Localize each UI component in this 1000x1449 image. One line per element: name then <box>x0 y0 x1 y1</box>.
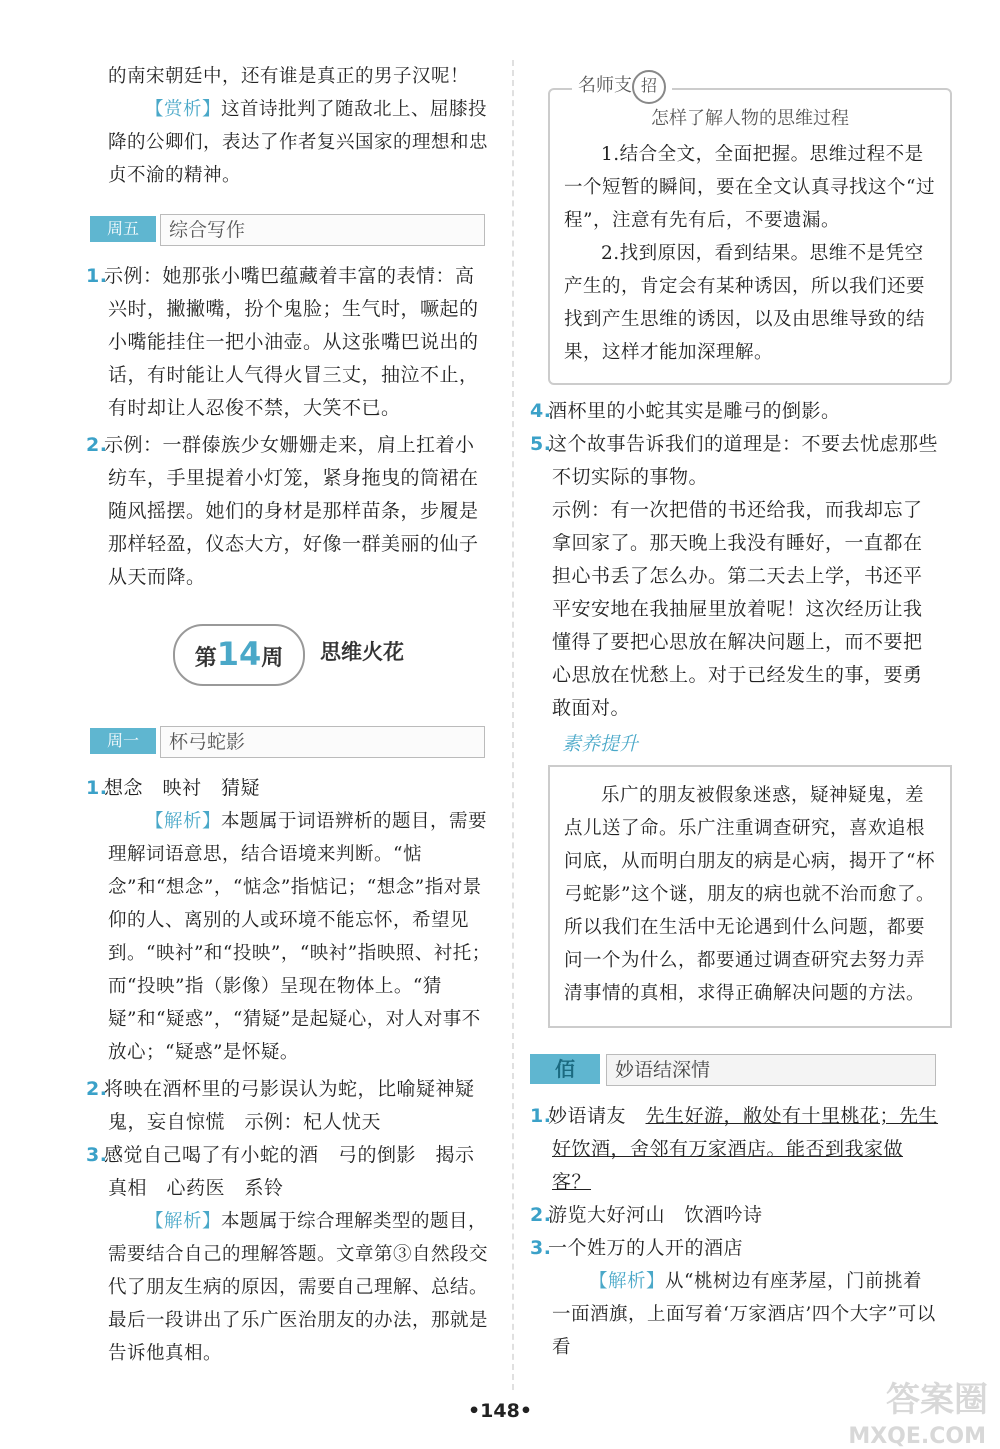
section-title: 杯弓蛇影 <box>160 726 485 758</box>
writing-answer-2 <box>86 429 493 594</box>
item-text: 将映在酒杯里的弓影误认为蛇，比喻疑神疑鬼，妄自惊慌 示例：杞人忧天 <box>104 1078 475 1133</box>
item-text: 示例：她那张小嘴巴蕴藏着丰富的表情：高兴时，撇撇嘴，扮个鬼脸；生气时，噘起的小嘴能挂住一把小油壶。从这张嘴巴说出的话，有时能让人气得火冒三丈，抽泣不止，有时却让人忍俊不禁，大笑不已。 <box>104 265 479 419</box>
item-number: 4. <box>530 400 552 422</box>
item-text: 一个姓万的人开的酒店 <box>548 1237 744 1259</box>
section-header-zhouyi <box>90 726 493 758</box>
teacher-tip-header <box>572 70 672 104</box>
tip-paragraph-1: 1.结合全文，全面把握。思维过程不是一个短暂的瞬间，要在全文认真寻找这个“过程”，注意有先有后，不要遗漏。 <box>564 144 935 231</box>
week-title: 思维火花 <box>320 640 404 664</box>
section-title: 妙语结深情 <box>606 1054 936 1086</box>
section-label: 周一 <box>90 728 156 754</box>
item-number: 3. <box>86 1144 108 1166</box>
appreciation-text: 这首诗批判了随敌北上、屈膝投降的公卿们，表达了作者复兴国家的理想和忠贞不渝的精神。 <box>108 99 489 186</box>
section-label: 周五 <box>90 216 156 242</box>
analysis-tag: 【解析】 <box>589 1271 666 1292</box>
tip-head-text: 名师支 <box>578 75 632 96</box>
question-5 <box>530 428 940 494</box>
analysis-tag: 【解析】 <box>145 1211 222 1232</box>
watermark-url: MXQE.COM <box>848 1424 986 1449</box>
question-3-analysis <box>108 1205 493 1370</box>
miaoyu-answer-2 <box>530 1199 940 1232</box>
item-number: 1. <box>86 265 108 287</box>
miaoyu-answer-1 <box>530 1100 940 1199</box>
miaoyu-analysis <box>530 1265 940 1364</box>
miaoyu-answer-3 <box>530 1232 940 1265</box>
literacy-box <box>548 733 952 1028</box>
week-number: 14 <box>216 635 262 673</box>
item-underlined: 先生好游，敝处有十里桃花；先生好饮酒，舍邻有万家酒店。能否到我家做客？ <box>552 1105 939 1193</box>
analysis-tag: 【解析】 <box>145 811 222 832</box>
item-lead: 妙语请友 <box>548 1105 646 1127</box>
question-1 <box>86 772 493 805</box>
item-number: 2. <box>530 1204 552 1226</box>
page-number: •148• <box>468 1400 532 1422</box>
question-5-example: 示例：有一次把借的书还给我，而我却忘了拿回家了。那天晚上我没有睡好，一直都在担心书丢了怎么办。第二天去上学，书还平平安安地在我抽屉里放着呢！这次经历让我懂得了要把心思放在解决问题上，而不要把心思放在忧愁上。对于已经发生的事，要勇敢面对。 <box>552 499 923 719</box>
item-number: 2. <box>86 1078 108 1100</box>
tip-subtitle: 怎样了解人物的思维过程 <box>651 108 849 129</box>
item-text: 感觉自己喝了有小蛇的酒 弓的倒影 揭示真相 心药医 系铃 <box>104 1144 475 1199</box>
tip-head-circle: 招 <box>632 70 666 104</box>
appreciation <box>108 93 493 192</box>
week-suffix: 周 <box>261 646 284 671</box>
question-4 <box>530 395 940 428</box>
week-banner <box>108 624 493 684</box>
analysis-text: 从“桃树边有座茅屋，门前挑着一面酒旗，上面写着‘万家酒店’四个大字”可以看 <box>552 1271 936 1358</box>
section-label: 佰 <box>530 1054 600 1084</box>
item-text: 示例：一群傣族少女姗姗走来，肩上扛着小纺车，手里提着小灯笼，紧身拖曳的筒裙在随风摇摆。她们的身材是那样苗条，步履是那样轻盈，仪态大方，好像一群美丽的仙子从天而降。 <box>104 434 479 588</box>
section-header-miaoyu <box>530 1054 940 1088</box>
question-1-analysis <box>108 805 493 1069</box>
right-column <box>530 60 940 1364</box>
question-3 <box>86 1139 493 1205</box>
tip-paragraph-2: 2.找到原因，看到结果。思维不是凭空产生的，肯定会有某种诱因，所以我们还要找到产生思维的诱因，以及由思维导致的结果，这样才能加深理解。 <box>564 243 926 363</box>
item-number: 3. <box>530 1237 552 1259</box>
intro-line: 的南宋朝廷中，还有谁是真正的男子汉呢！ <box>108 66 470 87</box>
item-number: 2. <box>86 434 108 456</box>
column-divider <box>512 60 514 1390</box>
analysis-text: 本题属于综合理解类型的题目，需要结合自己的理解答题。文章第③自然段交代了朋友生病的原因，需要自己理解、总结。最后一段讲出了乐广医治朋友的办法，那就是告诉他真相。 <box>108 1211 489 1364</box>
item-number: 5. <box>530 433 552 455</box>
appreciation-tag: 【赏析】 <box>145 99 222 120</box>
analysis-text: 本题属于词语辨析的题目，需要理解词语意思，结合语境来判断。“惦念”和“想念”，“惦念”指惦记；“想念”指对景仰的人、离别的人或环境不能忘怀，希望见到。“映衬”和“投映”，“映衬”指映照、衬托；而“投映”指（影像）呈现在物体上。“猜疑”和“疑惑”，“猜疑”是起疑心，对人对事不放心；“疑惑”是怀疑。 <box>108 811 491 1063</box>
literacy-text: 乐广的朋友被假象迷惑，疑神疑鬼，差点儿送了命。乐广注重调查研究，喜欢追根问底，从而明白朋友的病是心病，揭开了“杯弓蛇影”这个谜，朋友的病也就不治而愈了。所以我们在生活中无论遇到什么问题，都要问一个为什么，都要通过调查研究去努力弄清事情的真相，求得正确解决问题的方法。 <box>564 785 935 1004</box>
item-number: 1. <box>530 1105 552 1127</box>
item-text: 想念 映衬 猜疑 <box>104 777 261 799</box>
teacher-tip-box <box>548 75 952 385</box>
week-cloud <box>173 624 305 686</box>
literacy-header: 素养提升 <box>562 733 639 755</box>
question-2 <box>86 1073 493 1139</box>
section-title: 综合写作 <box>160 214 485 246</box>
watermark-logo: 答案圈 <box>886 1380 988 1420</box>
left-column <box>86 60 493 1370</box>
item-text: 游览大好河山 饮酒吟诗 <box>548 1204 763 1226</box>
week-prefix: 第 <box>194 646 217 671</box>
item-number: 1. <box>86 777 108 799</box>
item-text: 酒杯里的小蛇其实是雕弓的倒影。 <box>548 400 841 422</box>
item-text: 这个故事告诉我们的道理是：不要去忧虑那些不切实际的事物。 <box>548 433 939 488</box>
section-header-zhouwu <box>90 214 493 246</box>
writing-answer-1 <box>86 260 493 425</box>
